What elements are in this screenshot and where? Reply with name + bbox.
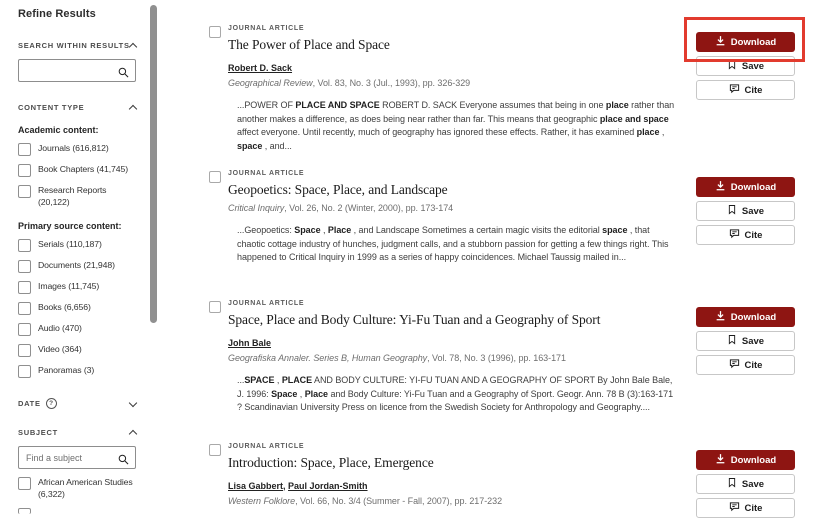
cite-button-label: Cite [744,229,763,241]
bookmark-icon [727,477,737,491]
citation-details: , Vol. 83, No. 3 (Jul., 1993), pp. 326-329 [312,78,471,88]
save-button-label: Save [741,205,765,217]
checkbox[interactable] [18,164,31,177]
cite-icon [729,83,740,97]
filter-label: Panoramas (3) [38,365,95,376]
journal-name: Geographical Review [228,78,313,88]
result-actions [696,32,795,100]
save-button[interactable] [696,56,795,76]
result-actions [696,307,795,375]
filter-checkbox-row[interactable] [18,302,136,315]
filter-group-heading: Primary source content: [18,221,122,232]
chevron-up-icon [129,105,137,113]
save-button-label: Save [741,60,765,72]
journal-article-badge: JOURNAL ARTICLE [228,170,305,177]
search-icon[interactable] [118,452,129,470]
subject-label: SUBJECT [18,428,58,438]
filter-checkbox-row[interactable] [18,185,136,208]
checkbox[interactable] [18,185,31,198]
filter-label: Book Chapters (41,745) [38,164,129,174]
save-button-label: Save [741,335,765,347]
result-checkbox[interactable] [209,26,221,38]
filter-label: Journals (616,812) [38,143,109,153]
download-icon [715,35,726,49]
chevron-up-icon [129,430,137,438]
filter-label: Audio (470) [38,323,82,334]
cite-button[interactable] [696,355,795,375]
filter-label: Books (6,656) [38,302,91,313]
search-within-results-header[interactable] [18,41,136,50]
content-type-label: CONTENT TYPE [18,103,85,112]
search-snippet: ...POWER OF PLACE AND SPACE ROBERT D. SACK Everyone assumes that being in one place rather than another makes a difference, as does being near rather than far. This means that geographic place and space affect everyone. Until recently, much of geography has ignored these effects. Rather, it has examined place , space , and... [237,100,675,151]
refine-results-sidebar [0,0,160,517]
result-actions [696,177,795,245]
checkbox[interactable] [18,344,31,357]
cite-icon [729,358,740,372]
result-title [228,37,676,53]
download-button[interactable] [696,450,795,470]
author-link[interactable]: Paul Jordan-Smith [288,481,368,491]
result-authors [228,338,676,348]
filter-label: Images (11,745) [38,281,100,292]
save-button[interactable] [696,331,795,351]
result-actions [696,450,795,518]
journal-citation [228,353,676,363]
search-snippet: ...Geopoetics: Space , Place , and Landscape Sometimes a certain magic visits the editorial space , that chaotic cottage industry of hunches, judgment calls, and a stubborn passion for getting a few things right. This happened to Critical Inquiry in 1999 as a series of happy coincidences. Michael Taussig mailed in... [237,225,669,262]
author-link[interactable]: Lisa Gabbert [228,481,284,491]
journal-article-badge: JOURNAL ARTICLE [228,25,305,32]
filter-checkbox-row[interactable] [18,281,136,294]
chevron-down-icon [129,399,137,407]
cite-button[interactable] [696,498,795,518]
author-link[interactable]: John Bale [228,338,272,348]
filter-checkbox-row[interactable] [18,365,136,378]
checkbox[interactable] [18,239,31,252]
checkbox[interactable] [18,508,31,514]
result-body [228,443,676,506]
bookmark-icon [727,204,737,218]
date-label: DATE [18,399,41,409]
citation-details: , Vol. 78, No. 3 (1996), pp. 163-171 [427,353,566,363]
citation-details: , Vol. 26, No. 2 (Winter, 2000), pp. 173-174 [284,203,454,213]
journal-article-badge: JOURNAL ARTICLE [228,300,305,307]
search-within-results-label: SEARCH WITHIN RESULTS [18,41,130,50]
download-button[interactable] [696,32,795,52]
cite-button[interactable] [696,80,795,100]
filter-label: Documents (21,948) [38,260,115,271]
search-result-item [208,25,808,153]
result-checkbox[interactable] [209,444,221,456]
filter-checkbox-row[interactable] [18,239,136,252]
download-icon [715,310,726,324]
result-title-link[interactable]: Geopoetics: Space, Place, and Landscape [228,182,448,197]
search-result-item [208,170,808,265]
filter-label: Video (364) [38,344,82,355]
download-button-label: Download [730,181,777,193]
citation-details: , Vol. 66, No. 3/4 (Summer - Fall, 2007), pp. 217-232 [295,496,503,506]
cite-button[interactable] [696,225,795,245]
journal-citation [228,496,676,506]
filter-checkbox-row[interactable] [18,143,136,156]
checkbox[interactable] [18,323,31,336]
search-within-results-box [18,59,136,82]
subject-header[interactable] [18,428,136,437]
filter-checkbox-row[interactable] [18,344,136,357]
save-button-label: Save [741,478,765,490]
result-title [228,312,676,328]
result-title-link[interactable]: Introduction: Space, Place, Emergence [228,455,434,470]
cite-button-label: Cite [744,502,763,514]
download-button-label: Download [730,36,777,48]
result-body [228,170,676,265]
result-title [228,455,676,471]
journal-article-badge: JOURNAL ARTICLE [228,443,305,450]
chevron-up-icon [129,43,137,51]
checkbox[interactable] [18,281,31,294]
download-button-label: Download [730,311,777,323]
bookmark-icon [727,334,737,348]
filter-checkbox-row[interactable] [18,260,136,273]
result-authors: Lisa Gabbert, Paul Jordan-Smith [228,481,368,491]
result-title-link[interactable]: Space, Place and Body Culture: Yi-Fu Tuan and a Geography of Sport [228,312,601,327]
search-result-item [208,300,808,415]
result-authors [228,63,676,73]
filter-group-heading: Academic content: [18,125,99,135]
filter-label: Serials (110,187) [38,239,102,250]
filter-label: Research Reports (20,122) [38,185,107,207]
result-title [228,182,676,198]
result-body [228,25,676,153]
checkbox[interactable] [18,477,31,490]
download-button[interactable] [696,307,795,327]
checkbox[interactable] [18,143,31,156]
content-type-filter-groups [18,125,136,378]
date-header[interactable] [18,398,136,409]
cite-button-label: Cite [744,84,763,96]
subject-search-box [18,446,136,469]
checkbox[interactable] [18,365,31,378]
journal-name: Western Folklore [228,496,296,506]
journal-citation [228,78,676,88]
refine-results-title: Refine Results [18,8,96,20]
journal-citation [228,203,676,213]
content-type-header[interactable] [18,103,136,112]
filter-checkbox-row[interactable] [18,508,136,514]
cite-icon [729,501,740,515]
sidebar-scrollbar-thumb[interactable] [150,5,157,323]
download-button[interactable] [696,177,795,197]
journal-name: Critical Inquiry [228,203,285,213]
filter-checkbox-row[interactable] [18,323,136,336]
cite-button-label: Cite [744,359,763,371]
save-button[interactable] [696,201,795,221]
download-icon [715,453,726,467]
download-icon [715,180,726,194]
checkbox[interactable] [18,260,31,273]
search-result-item [208,443,808,514]
bookmark-icon [727,59,737,73]
search-snippet: ...SPACE , PLACE AND BODY CULTURE: YI-FU TUAN AND A GEOGRAPHY OF SPORT By John Bale Bale, J. 1996: Space , Place and Body Culture: Yi-Fu Tuan and a Geography of Sport. Geogr. Ann. 78 B (3):163-171 ? Scandinavian University Press on licence from the Swedish Society for Anthropology and Geography.... [237,375,674,412]
save-button[interactable] [696,474,795,494]
filter-checkbox-row[interactable] [18,164,136,177]
result-checkbox[interactable] [209,301,221,313]
checkbox[interactable] [18,302,31,315]
result-title-link[interactable]: The Power of Place and Space [228,37,390,52]
author-link[interactable]: Robert D. Sack [228,63,293,73]
download-button-label: Download [730,454,777,466]
result-body [228,300,676,415]
journal-name: Geografiska Annaler. Series B, Human Geography [228,353,428,363]
cite-icon [729,228,740,242]
filter-checkbox-row[interactable] [18,477,136,500]
search-icon[interactable] [118,65,129,83]
filter-label: African American Studies (6,322) [38,477,133,500]
help-icon[interactable]: ? [46,398,57,409]
subject-filter-items [18,477,136,500]
result-checkbox[interactable] [209,171,221,183]
